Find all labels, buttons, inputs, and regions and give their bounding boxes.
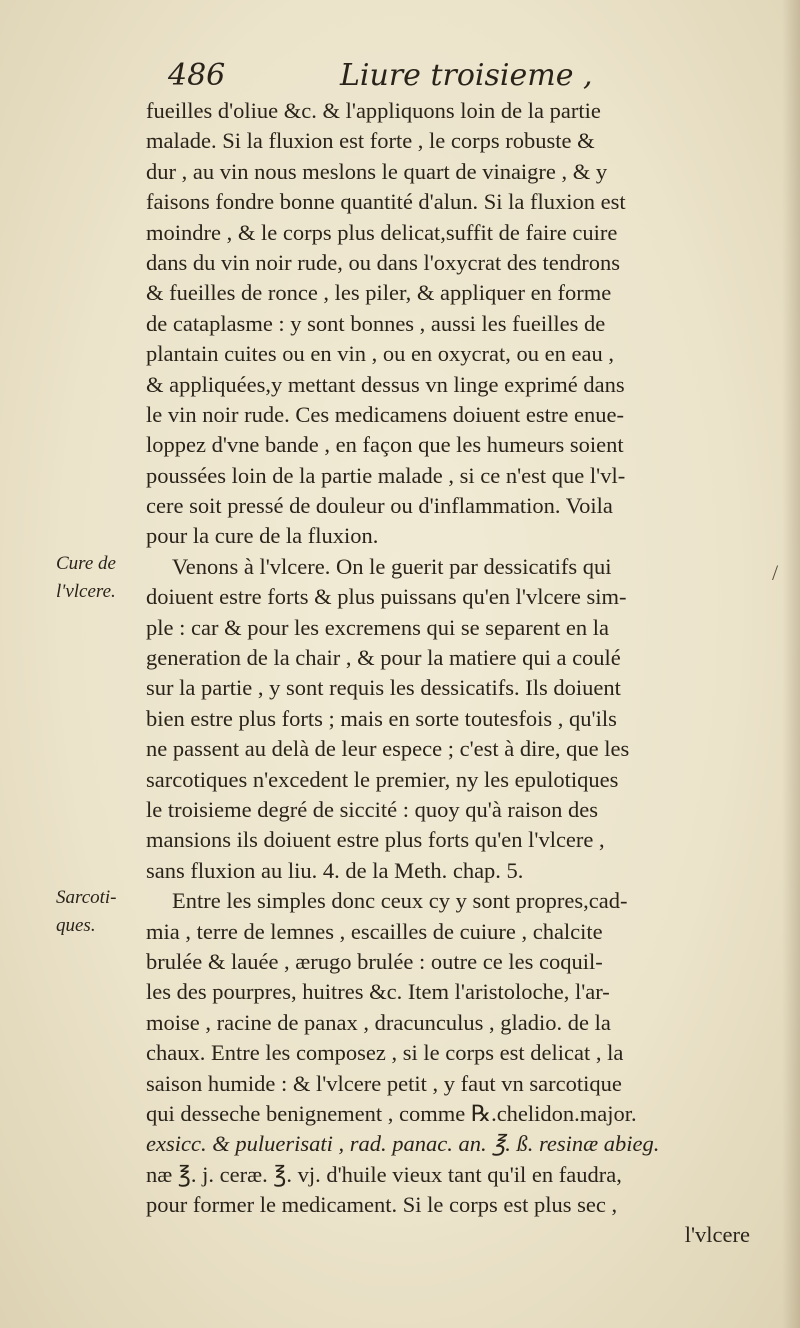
text-line: poussées loin de la partie malade , si ce n'est que l'vl- [146,462,626,488]
text-line: le troisieme degré de siccité : quoy qu'à raison des [146,796,599,822]
text-line: sur la partie , y sont requis les dessicatifs. Ils doiuent [146,675,621,701]
text-line: pour former le medicament. Si le corps est plus sec , [146,1192,618,1218]
text-line: plantain cuites ou en vin , ou en oxycrat, ou en eau , [146,341,614,367]
margin-pen-mark: / [772,560,779,585]
text-line: bien estre plus forts ; mais en sorte toutesfois , qu'ils [146,705,617,731]
text-line: sarcotiques n'excedent le premier, ny les epulotiques [146,766,619,792]
text-line: le vin noir rude. Ces medicamens doiuent estre enue- [146,401,624,427]
text-line: & appliquées,y mettant dessus vn linge exprimé dans [146,371,625,397]
text-line: Entre les simples donc ceux cy y sont propres,cad- [172,888,628,914]
margin-note-sarcotiques [56,884,142,940]
text-line: & fueilles de ronce , les piler, & appliquer en forme [146,280,612,306]
page-number: 486 [168,58,226,93]
text-line: mansions ils doiuent estre plus forts qu'en l'vlcere , [146,827,605,853]
text-line: loppez d'vne bande , en façon que les humeurs soient [146,432,624,458]
text-line: saison humide : & l'vlcere petit , y faut vn sarcotique [146,1070,622,1096]
catchword-line: l'vlcere [684,1222,750,1248]
text-line: malade. Si la fluxion est forte , le corps robuste & [146,128,595,154]
text-line: dur , au vin nous meslons le quart de vinaigre , & y [146,158,608,184]
text-line: moindre , & le corps plus delicat,suffit de faire cuire [146,219,618,245]
text-line: faisons fondre bonne quantité d'alun. Si la fluxion est [146,189,626,215]
text-line: sans fluxion au liu. 4. de la Meth. chap. 5. [146,857,524,883]
text-line: pour la cure de la fluxion. [146,523,379,549]
body-text [146,96,786,1251]
text-line: ne passent au delà de leur espece ; c'est à dire, que les [146,736,630,762]
margin-note-line: l'vlcere. [56,581,116,602]
text-line: de cataplasme : y sont bonnes , aussi les fueilles de [146,310,606,336]
text-line: dans du vin noir rude, ou dans l'oxycrat des tendrons [146,249,620,275]
margin-note-line: ques. [56,915,96,936]
margin-note-cure-ulcere [56,550,142,606]
text-line: generation de la chair , & pour la matiere qui a coulé [146,645,621,671]
text-line: næ ℥. j. ceræ. ℥. vj. d'huile vieux tant qu'il en faudra, [146,1161,622,1187]
text-line: moise , racine de panax , dracunculus , gladio. de la [146,1009,611,1035]
page-header [168,58,768,98]
text-line: Venons à l'vlcere. On le guerit par dessicatifs qui [172,553,612,579]
text-line: chaux. Entre les composez , si le corps est delicat , la [146,1040,624,1066]
text-line: brulée & lauée , ærugo brulée : outre ce les coquil- [146,948,603,974]
text-line: qui desseche benignement , comme ℞.chelidon.major. [146,1100,637,1126]
text-line: mia , terre de lemnes , escailles de cuiure , chalcite [146,918,603,944]
text-line: ple : car & pour les excremens qui se separent en la [146,614,609,640]
text-line: cere soit pressé de douleur ou d'inflammation. Voila [146,493,613,519]
margin-note-line: Cure de [56,553,116,574]
running-title: Liure troisieme , [340,58,593,93]
margin-note-line: Sarcoti- [56,887,117,908]
text-line: exsicc. & puluerisati , rad. panac. an. ℥. ß. resinæ abieg. [146,1131,660,1157]
text-line: doiuent estre forts & plus puissans qu'en l'vlcere sim- [146,584,627,610]
text-line: les des pourpres, huitres &c. Item l'aristoloche, l'ar- [146,979,610,1005]
text-line: fueilles d'oliue &c. & l'appliquons loin de la partie [146,98,601,123]
